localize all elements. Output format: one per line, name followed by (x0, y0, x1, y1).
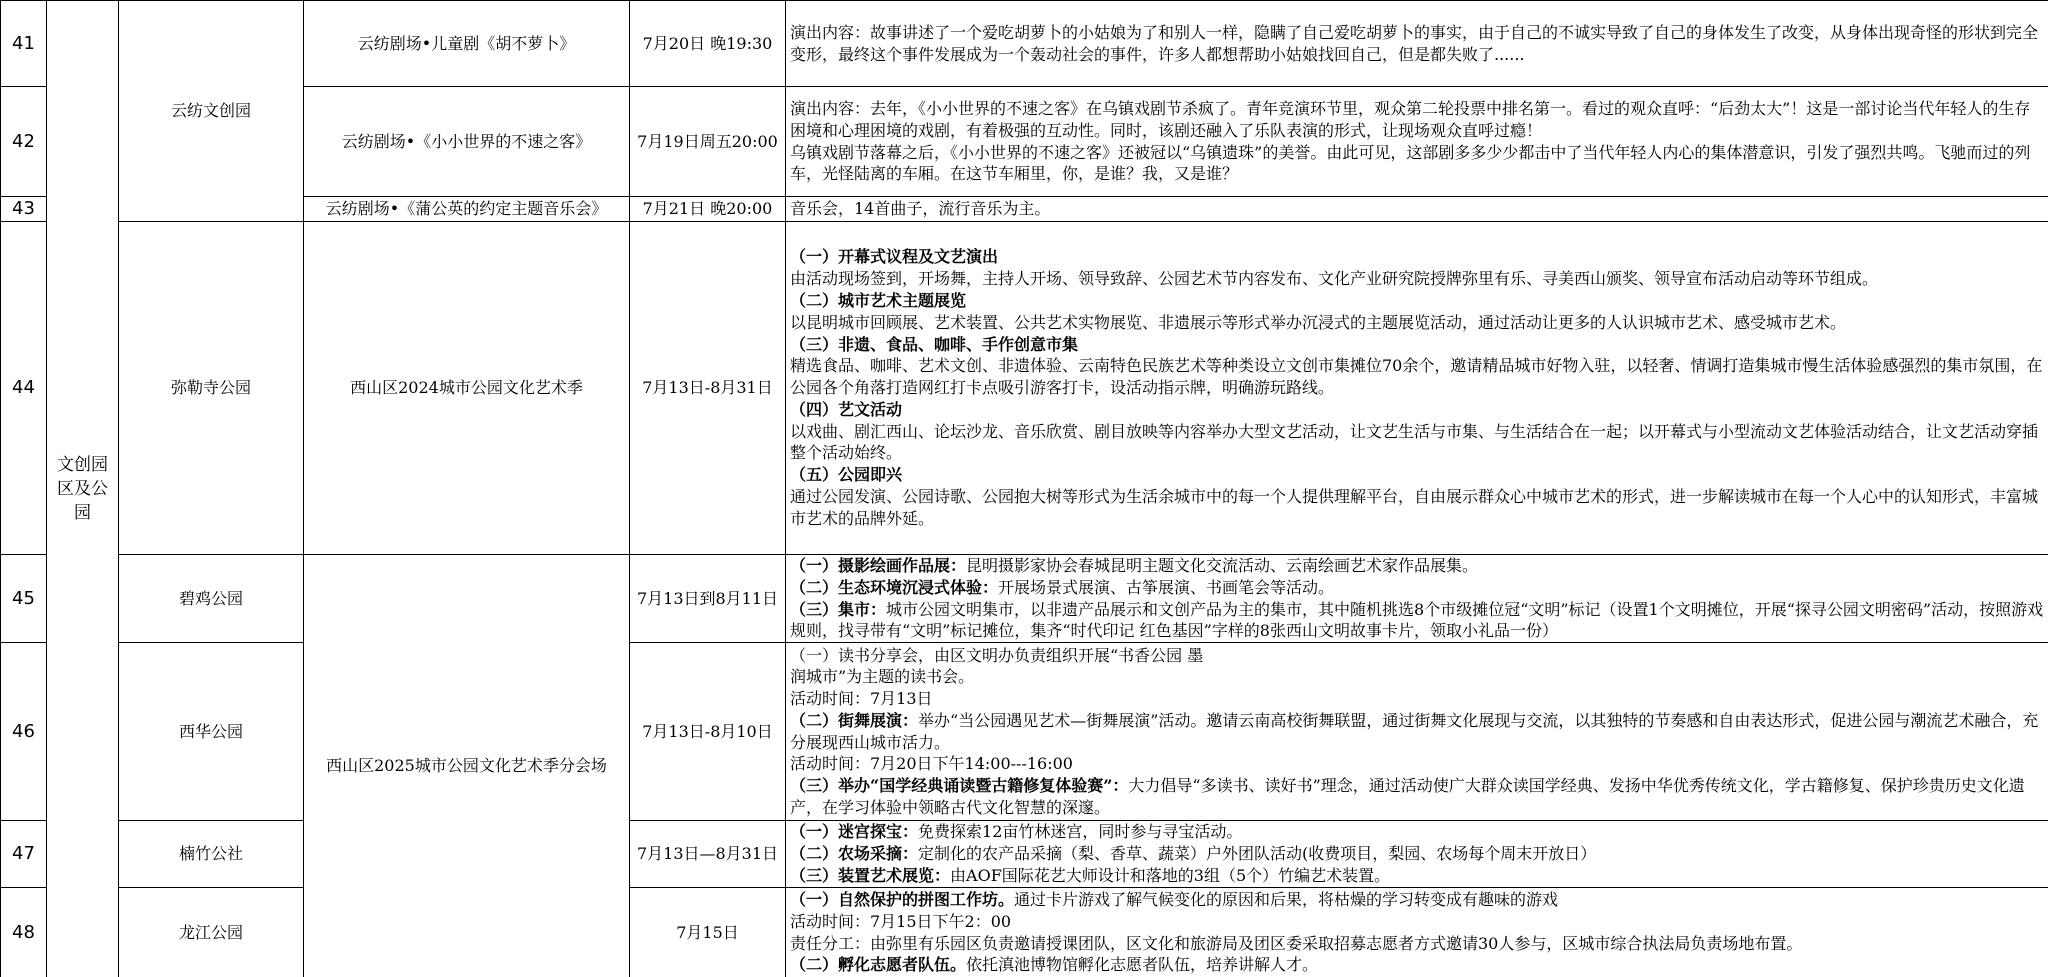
description-cell (786, 821, 2048, 888)
paragraph-text: 开展场景式展演、古筝展演、书画笔会等活动。 (998, 577, 1335, 597)
paragraph-text: 由活动现场签到，开场舞，主持人开场、领导致辞、公园艺术节内容发布、文化产业研究院授牌弥里有乐、寻美西山颁奖、领导宣布活动启动等环节组成。 (790, 269, 1879, 289)
date-cell: 7月20日 晚19:30 (630, 1, 786, 87)
description-paragraph (790, 865, 2044, 887)
date-cell: 7月13日-8月10日 (630, 643, 786, 821)
event-cell: 云纺剧场•《蒲公英的约定主题音乐会》 (304, 197, 630, 222)
paragraph-text: 精选食品、咖啡、艺术文创、非遗体验、云南特色民族艺术等种类设立文创市集摊位70余个，邀请精品城市好物入驻，以轻奢、情调打造集城市慢生活体验感强烈的集市氛围，在公园各个角落打造网红打卡点吸引游客打卡，设活动指示牌，明确游玩路线。 (790, 356, 2043, 398)
row-number: 42 (1, 87, 47, 197)
venue-cell: 龙江公园 (119, 888, 304, 977)
description-paragraph (790, 821, 2044, 843)
description-paragraph (790, 290, 2044, 312)
paragraph-heading: （二）城市艺术主题展览 (790, 290, 967, 310)
date-cell: 7月13日到8月11日 (630, 555, 786, 643)
paragraph-text: 乌镇戏剧节落幕之后，《小小世界的不速之客》还被冠以“乌镇遗珠”的美誉。由此可见，这部剧多多少少都击中了当代年轻人内心的集体潜意识，引发了强烈共鸣。飞驰而过的列车，光怪陆离的车厢。在这节车厢里，你，是谁？我，又是谁？ (790, 142, 2031, 184)
table-row (1, 87, 2048, 197)
row-number: 48 (1, 888, 47, 977)
venue-cell: 楠竹公社 (119, 821, 304, 888)
description-paragraph (790, 710, 2044, 754)
paragraph-text: 活动时间：7月13日 (790, 689, 933, 709)
paragraph-heading: （二）街舞展演： (790, 710, 919, 730)
paragraph-text: 大力倡导“多读书、读好书”理念，通过活动使广大群众读国学经典、发扬中华优秀传统文化，学古籍修复、保护珍贵历史文化遗产，在学习体验中领略古代文化智慧的深邃。 (790, 776, 2025, 818)
category-cell: 文创园区及公园 (47, 1, 119, 977)
paragraph-text: 通过卡片游戏了解气候变化的原因和后果，将枯燥的学习转变成有趣味的游戏 (1014, 890, 1559, 910)
description-paragraph (790, 688, 2044, 710)
description-cell (786, 197, 2048, 222)
paragraph-heading: （三）非遗、食品、咖啡、手作创意市集 (790, 334, 1079, 354)
description-paragraph (790, 911, 2044, 933)
table-row (1, 1, 2048, 87)
event-cell: 西山区2024城市公园文化艺术季 (304, 222, 630, 555)
row-number: 45 (1, 555, 47, 643)
description-cell (786, 888, 2048, 977)
description-paragraph (790, 355, 2044, 399)
description-paragraph (790, 666, 2044, 688)
paragraph-text: 润城市”为主题的读书会。 (790, 667, 975, 687)
description-paragraph (790, 268, 2044, 290)
venue-cell: 云纺文创园 (119, 1, 304, 222)
row-number: 41 (1, 1, 47, 87)
paragraph-heading: （五）公园即兴 (790, 465, 903, 485)
paragraph-heading: （三）集市： (790, 599, 887, 619)
date-cell: 7月13日—8月31日 (630, 821, 786, 888)
paragraph-heading: （一）自然保护的拼图工作坊。 (790, 890, 1015, 910)
table-row (1, 197, 2048, 222)
row-number: 46 (1, 643, 47, 821)
description-paragraph (790, 843, 2044, 865)
description-paragraph (790, 399, 2044, 421)
paragraph-heading: （一）开幕式议程及文艺演出 (790, 247, 999, 267)
venue-cell: 西华公园 (119, 643, 304, 821)
paragraph-text: 举办“当公园遇见艺术—街舞展演”活动。邀请云南高校街舞联盟，通过街舞文化展现与交流，以其独特的节奏感和自由表达形式，促进公园与潮流艺术融合，充分展现西山城市活力。 (790, 710, 2039, 752)
paragraph-text: 定制化的农产品采摘（梨、香草、蔬菜）户外团队活动(收费项目，梨园、农场每个周末开放日） (918, 844, 1597, 864)
description-paragraph (790, 142, 2044, 186)
description-paragraph (790, 555, 2044, 577)
row-number: 43 (1, 197, 47, 222)
paragraph-text: 活动时间：7月15日下午2：00 (790, 911, 1012, 931)
paragraph-text: 城市公园文明集市，以非遗产品展示和文创产品为主的集市，其中随机挑选8个市级摊位冠“文明”标记（设置1个文明摊位，开展“探寻公园文明密码”活动，按照游戏规则，找寻带有“文明”标记摊位，集齐“时代印记 红色基因”字样的8张西山文明故事卡片，领取小礼品一份） (790, 599, 2044, 641)
description-paragraph (790, 421, 2044, 465)
paragraph-text: 通过公园发演、公园诗歌、公园抱大树等形式为生活余城市中的每一个人提供理解平台，自由展示群众心中城市艺术的形式，进一步解读城市在每一个人心中的认知形式，丰富城市艺术的品牌外延。 (790, 487, 2039, 528)
description-paragraph (790, 486, 2044, 530)
date-cell: 7月19日周五20:00 (630, 87, 786, 197)
description-paragraph (790, 98, 2044, 142)
paragraph-heading: （二）孵化志愿者队伍。 (790, 955, 967, 975)
description-cell (786, 643, 2048, 821)
description-paragraph (790, 464, 2044, 486)
description-cell (786, 555, 2048, 643)
description-paragraph (790, 312, 2044, 334)
paragraph-text: 演出内容：去年，《小小世界的不速之客》在乌镇戏剧节杀疯了。青年竞演环节里，观众第二轮投票中排名第一。看过的观众直呼：“后劲太大”！这是一部讨论当代年轻人的生存困境和心理困境的戏剧，有着极强的互动性。同时，该剧还融入了乐队表演的形式，让现场观众直呼过瘾！ (790, 98, 2031, 140)
description-paragraph (790, 198, 2044, 220)
event-cell: 西山区2025城市公园文化艺术季分会场 (304, 555, 630, 977)
paragraph-text: 依托滇池博物馆孵化志愿者队伍，培养讲解人才。 (966, 955, 1319, 975)
paragraph-text: 责任分工：由弥里有乐园区负责邀请授课团队，区文化和旅游局及团区委采取招募志愿者方式邀请30人参与，区城市综合执法局负责场地布置。 (790, 933, 1803, 953)
description-paragraph (790, 599, 2044, 643)
description-cell (786, 222, 2048, 555)
description-paragraph (790, 775, 2044, 819)
event-cell: 云纺剧场•《小小世界的不速之客》 (304, 87, 630, 197)
row-number: 44 (1, 222, 47, 555)
event-cell: 云纺剧场•儿童剧《胡不萝卜》 (304, 1, 630, 87)
paragraph-heading: （一）摄影绘画作品展： (790, 556, 967, 575)
date-cell: 7月21日 晚20:00 (630, 197, 786, 222)
paragraph-heading: （一）迷宫探宝： (790, 822, 919, 842)
paragraph-text: 由AOF国际花艺大师设计和落地的3组（5个）竹编艺术装置。 (950, 866, 1391, 886)
description-paragraph (790, 954, 2044, 976)
table-row (1, 555, 2048, 643)
paragraph-text: 以昆明城市回顾展、艺术装置、公共艺术实物展览、非遗展示等形式举办沉浸式的主题展览活动，通过活动让更多的人认识城市艺术、感受城市艺术。 (790, 312, 1847, 332)
paragraph-text: （一）读书分享会，由区文明办负责组织开展“书香公园 墨 (790, 645, 1204, 665)
description-paragraph (790, 577, 2044, 599)
date-cell: 7月15日 (630, 888, 786, 977)
row-number: 47 (1, 821, 47, 888)
description-paragraph (790, 246, 2044, 268)
paragraph-text: 免费探索12亩竹林迷宫，同时参与寻宝活动。 (918, 822, 1243, 842)
description-paragraph (790, 933, 2044, 955)
venue-cell: 碧鸡公园 (119, 555, 304, 643)
paragraph-text: 昆明摄影家协会春城昆明主题文化交流活动、云南绘画艺术家作品展集。 (966, 556, 1479, 575)
description-paragraph (790, 334, 2044, 356)
description-paragraph (790, 753, 2044, 775)
paragraph-heading: （三）装置艺术展览： (790, 866, 951, 886)
description-paragraph (790, 889, 2044, 911)
description-cell (786, 87, 2048, 197)
description-paragraph (790, 22, 2044, 66)
description-paragraph (790, 645, 2044, 667)
paragraph-text: 活动时间：7月20日下午14:00---16:00 (790, 754, 1073, 774)
date-cell: 7月13日-8月31日 (630, 222, 786, 555)
paragraph-heading: （三）举办“国学经典诵读暨古籍修复体验赛”： (790, 776, 1129, 796)
paragraph-text: 音乐会，14首曲子，流行音乐为主。 (790, 199, 1051, 219)
venue-cell: 弥勒寺公园 (119, 222, 304, 555)
description-cell (786, 1, 2048, 87)
paragraph-heading: （二）农场采摘： (790, 844, 919, 864)
paragraph-heading: （二）生态环境沉浸式体验： (790, 577, 999, 597)
table-row (1, 222, 2048, 555)
paragraph-text: 以戏曲、剧汇西山、论坛沙龙、音乐欣赏、剧目放映等内容举办大型文艺活动，让文艺生活与市集、与生活结合在一起；以开幕式与小型流动文艺体验活动结合，让文艺活动穿插整个活动始终。 (790, 421, 2039, 463)
paragraph-heading: （四）艺文活动 (790, 399, 903, 419)
paragraph-text: 演出内容：故事讲述了一个爱吃胡萝卜的小姑娘为了和别人一样，隐瞒了自己爱吃胡萝卜的事实，由于自己的不诚实导致了自己的身体发生了改变，从身体出现奇怪的形状到完全变形，最终这个事件发展成为一个轰动社会的事件，许多人都想帮助小姑娘找回自己，但是都失败了...... (790, 22, 2039, 64)
